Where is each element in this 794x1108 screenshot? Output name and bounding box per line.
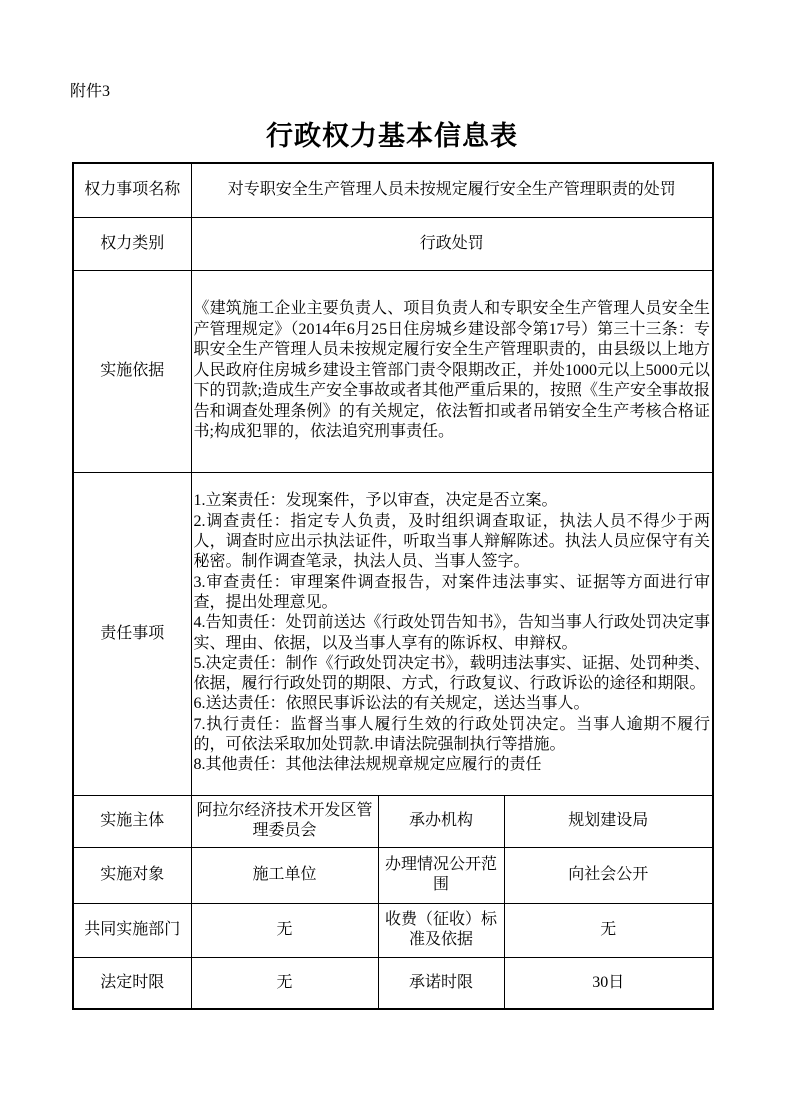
responsibility-item: 8.其他责任：其他法律法规规章规定应履行的责任: [193, 756, 542, 774]
attachment-label: 附件3: [70, 83, 111, 100]
responsibility-item: 7.执行责任：监督当事人履行生效的行政处罚决定。当事人逾期不履行的，可依法采取加处罚款.申请法院强制执行等措施。: [193, 715, 710, 753]
power-category-label: 权力类别: [73, 217, 191, 270]
implementation-basis-label: 实施依据: [73, 270, 191, 472]
responsibility-item: 3.审查责任：审理案件调查报告，对案件违法事实、证据等方面进行审查，提出处理意见。: [193, 573, 710, 611]
statutory-time-limit-value: 无: [191, 957, 378, 1009]
implementing-body-value: 阿拉尔经济技术开发区管理委员会: [191, 795, 378, 847]
power-category-value: 行政处罚: [191, 217, 713, 270]
responsibility-item: 5.决定责任：制作《行政处罚决定书》，载明违法事实、证据、处罚种类、依据，履行行政处罚的期限、方式，行政复议、行政诉讼的途径和期限。: [193, 654, 710, 693]
responsibility-items-value: [191, 472, 713, 795]
page-title: 行政权力基本信息表: [266, 121, 518, 151]
power-item-name-label: 权力事项名称: [73, 163, 191, 217]
promised-time-limit-label: 承诺时限: [378, 957, 504, 1009]
responsibility-items-label: 责任事项: [73, 472, 191, 795]
row-implementation-basis: [73, 270, 713, 472]
info-table: [72, 162, 714, 1010]
responsibility-item: 6.送达责任：依照民事诉讼法的有关规定，送达当事人。: [193, 695, 590, 713]
power-item-name-value: 对专职安全生产管理人员未按规定履行安全生产管理职责的处罚: [191, 163, 713, 217]
implementation-basis-value: 《建筑施工企业主要负责人、项目负责人和专职安全生产管理人员安全生产管理规定》（2014年6月25日住房城乡建设部令第17号）第三十三条：专职安全生产管理人员未按规定履行安全生产管理职责的，由县级以上地方人民政府住房城乡建设主管部门责令限期改正，并处1000元以上5000元以下的罚款;造成生产安全事故或者其他严重后果的，按照《生产安全事故报告和调查处理条例》的有关规定，依法暂扣或者吊销安全生产考核合格证书;构成犯罪的，依法追究刑事责任。: [191, 270, 713, 472]
joint-departments-label: 共同实施部门: [73, 903, 191, 957]
row-power-category: [73, 217, 713, 270]
responsibility-item: 4.告知责任：处罚前送达《行政处罚告知书》，告知当事人行政处罚决定事实、理由、依据，以及当事人享有的陈诉权、申辩权。: [193, 614, 710, 652]
responsibility-item: 1.立案责任：发现案件，予以审查，决定是否立案。: [193, 492, 558, 510]
statutory-time-limit-label: 法定时限: [73, 957, 191, 1009]
responsibility-item: 2.调查责任：指定专人负责，及时组织调查取证，执法人员不得少于两人，调查时应出示执法证件，听取当事人辩解陈述。执法人员应保守有关秘密。制作调查笔录，执法人员、当事人签字。: [193, 512, 710, 571]
implementing-body-label: 实施主体: [73, 795, 191, 847]
undertaking-agency-label: 承办机构: [378, 795, 504, 847]
row-joint-departments: [73, 903, 713, 957]
row-statutory-time-limit: [73, 957, 713, 1009]
row-implementing-body: [73, 795, 713, 847]
implementation-target-value: 施工单位: [191, 847, 378, 903]
row-power-item-name: [73, 163, 713, 217]
row-responsibility-items: [73, 472, 713, 795]
fee-standard-label: 收费（征收）标准及依据: [378, 903, 504, 957]
joint-departments-value: 无: [191, 903, 378, 957]
row-implementation-target: [73, 847, 713, 903]
disclosure-scope-value: 向社会公开: [504, 847, 713, 903]
disclosure-scope-label: 办理情况公开范围: [378, 847, 504, 903]
promised-time-limit-value: 30日: [504, 957, 713, 1009]
fee-standard-value: 无: [504, 903, 713, 957]
undertaking-agency-value: 规划建设局: [504, 795, 713, 847]
implementation-target-label: 实施对象: [73, 847, 191, 903]
